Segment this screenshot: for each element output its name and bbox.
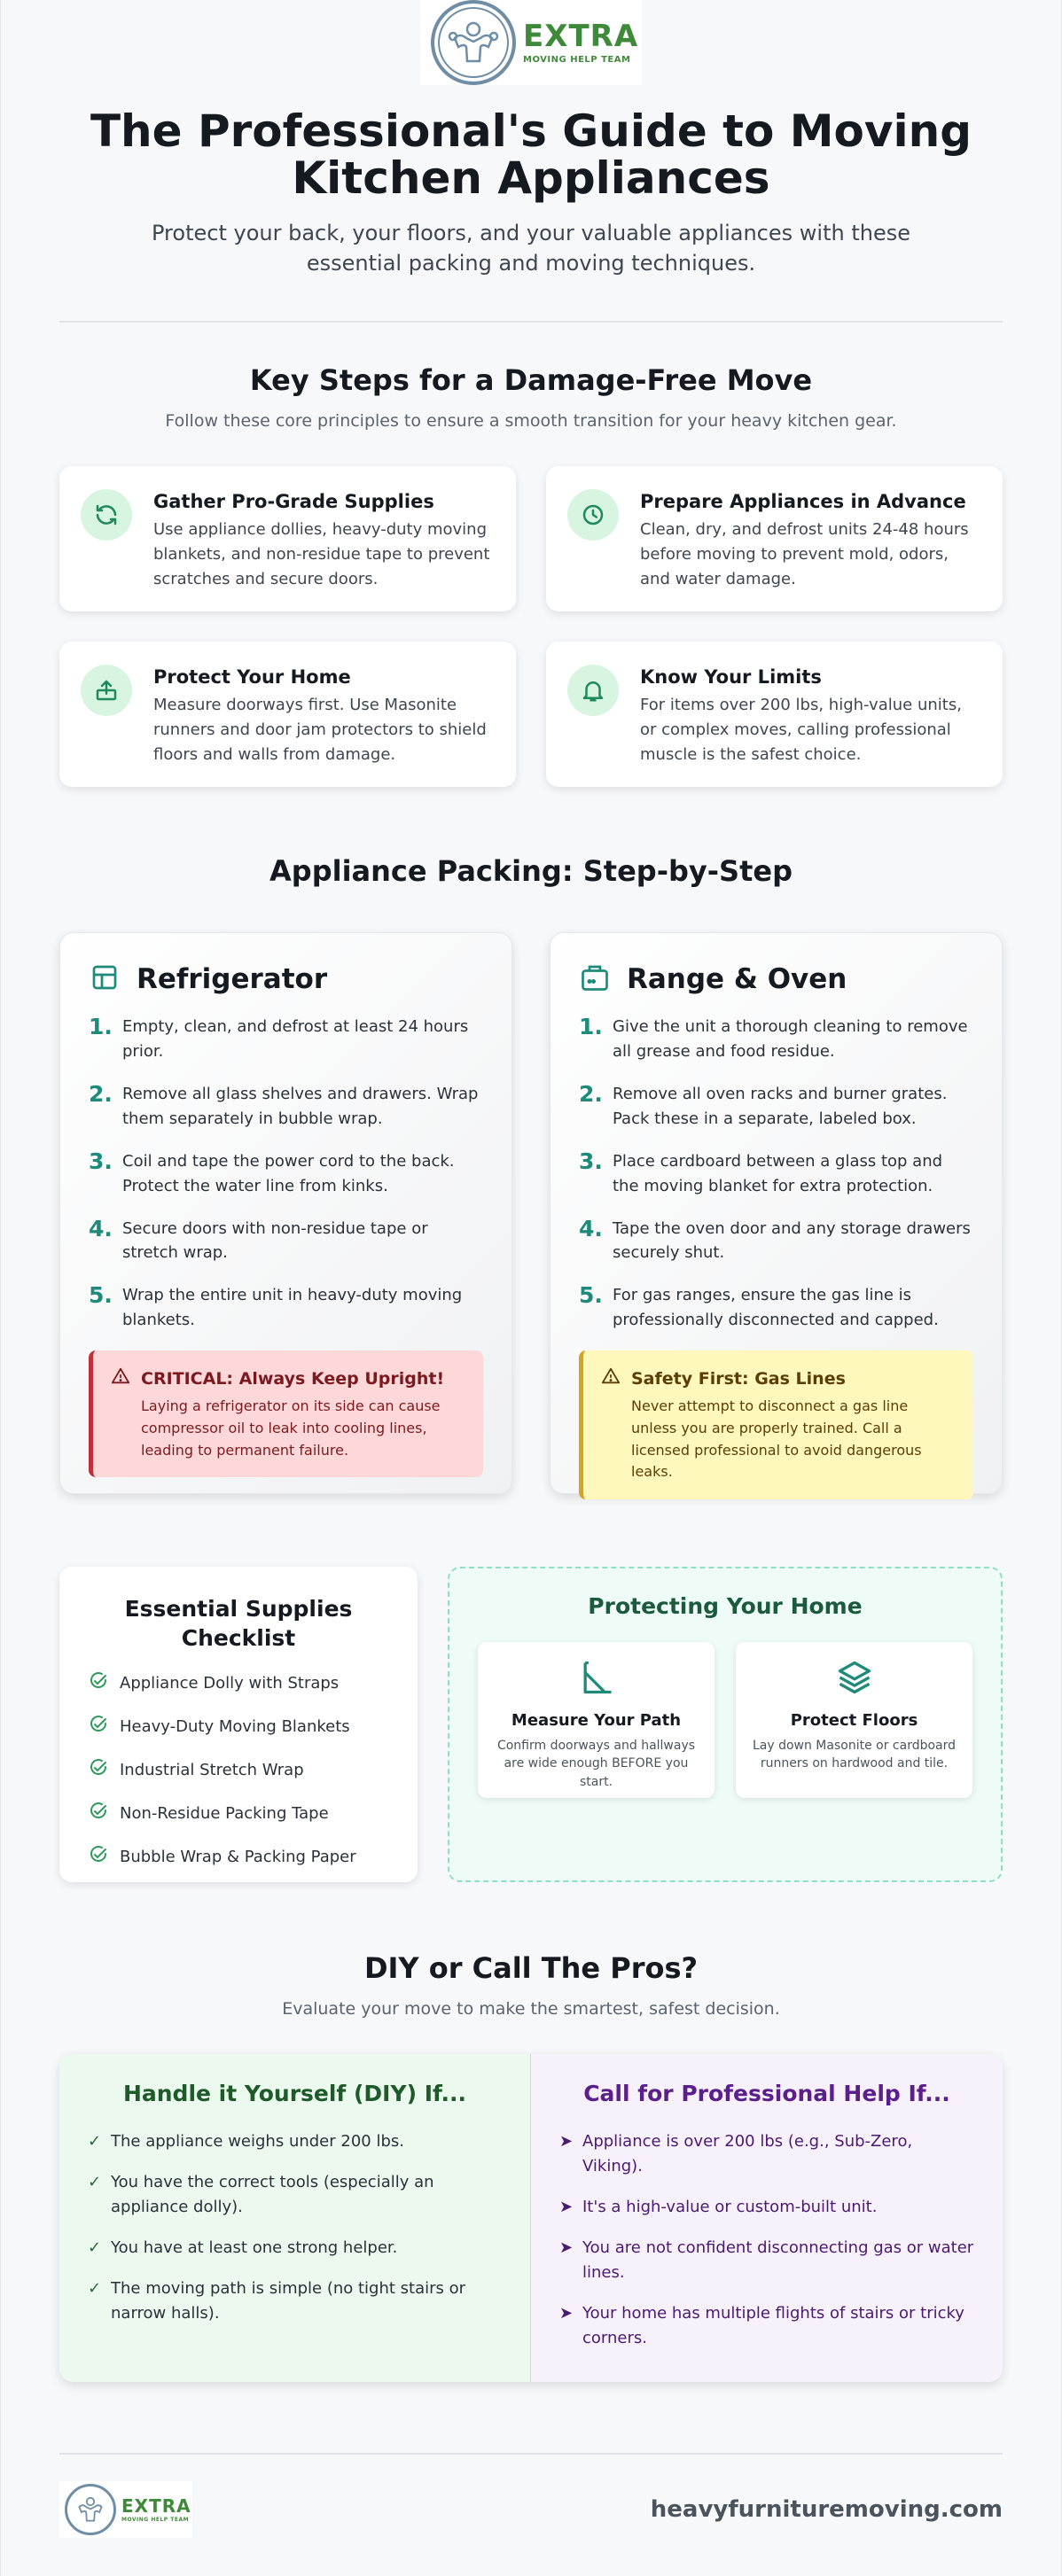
packing-grid — [59, 932, 1003, 1494]
diy-subtitle: Evaluate your move to make the smartest, safest decision. — [282, 1999, 780, 2020]
step-text: Tape the oven door and any storage drawers securely shut. — [613, 1218, 971, 1263]
strongman-emblem-icon — [431, 0, 516, 85]
alert-text: Laying a refrigerator on its side can cause compressor oil to leak into cooling lines, leading to permanent failure. — [141, 1397, 441, 1459]
list-item — [559, 2236, 974, 2285]
step-text: Remove all glass shelves and drawers. Wrap them separately in bubble wrap. — [122, 1084, 479, 1128]
range-title: Range & Oven — [627, 963, 847, 996]
list-item — [89, 1082, 483, 1132]
pro-item-text: You are not confident disconnecting gas or water lines. — [582, 2237, 974, 2282]
step-text: Place cardboard between a glass top and the moving blanket for extra protection. — [613, 1151, 943, 1195]
brand-logo — [420, 0, 642, 85]
arrow-right-icon: ➤ — [559, 2197, 574, 2216]
supply-label: Bubble Wrap & Packing Paper — [120, 1848, 356, 1867]
stove-icon — [579, 961, 611, 997]
step-number: 3. — [579, 1148, 603, 1174]
list-item — [89, 1217, 483, 1266]
supplies-checklist — [59, 1567, 418, 1882]
key-steps-subtitle: Follow these core principles to ensure a smooth transition for your heavy kitchen gear. — [165, 411, 897, 432]
alert-title: CRITICAL: Always Keep Upright! — [141, 1368, 445, 1389]
step-number: 2. — [579, 1080, 603, 1107]
page-title: The Professional's Guide to Moving Kitchen Appliances — [90, 105, 972, 204]
supplies-title: Essential Supplies Checklist — [124, 1596, 353, 1651]
logo-subtitle: MOVING HELP TEAM — [121, 2516, 190, 2523]
supply-label: Non-Residue Packing Tape — [120, 1804, 329, 1824]
list-item — [88, 2129, 502, 2154]
key-steps-grid — [59, 466, 1003, 787]
list-item — [88, 2276, 502, 2326]
warning-icon — [111, 1366, 130, 1390]
key-step-card — [59, 642, 516, 787]
protect-card-title: Measure Your Path — [511, 1711, 682, 1731]
protect-title: Protecting Your Home — [588, 1593, 863, 1620]
step-number: 1. — [579, 1014, 603, 1040]
packing-title: Appliance Packing: Step-by-Step — [269, 854, 793, 889]
list-item — [89, 1015, 483, 1064]
footer — [59, 2453, 1003, 2538]
key-step-title: Protect Your Home — [153, 666, 351, 689]
protect-card — [478, 1642, 715, 1798]
refrigerator-icon — [89, 961, 121, 997]
diy-title: DIY or Call The Pros? — [363, 1951, 699, 1986]
pro-item-text: It's a high-value or custom-built unit. — [582, 2197, 878, 2216]
protect-card-title: Protect Floors — [790, 1711, 918, 1731]
website-link[interactable]: heavyfurnituremoving.com — [650, 2496, 1003, 2524]
step-text: For gas ranges, ensure the gas line is professionally disconnected and capped. — [613, 1286, 939, 1330]
list-item — [579, 1283, 973, 1333]
key-step-text: Clean, dry, and defrost units 24-48 hours before moving to prevent mold, odors, and water damage. — [640, 520, 969, 588]
key-step-text: For items over 200 lbs, high-value units, or complex moves, calling professional muscle is the safest choice. — [640, 696, 962, 764]
list-item — [579, 1217, 973, 1266]
pro-column-title: Call for Professional Help If... — [583, 2081, 950, 2107]
check-circle-icon — [88, 1714, 109, 1739]
pro-column — [531, 2054, 1003, 2382]
key-step-text: Measure doorways first. Use Masonite runners and door jam protectors to shield floors and walls from damage. — [153, 696, 487, 764]
key-step-title: Gather Pro-Grade Supplies — [153, 491, 434, 513]
range-steps — [579, 1015, 973, 1333]
list-item — [559, 2129, 974, 2179]
logo-word: EXTRA — [121, 2494, 191, 2517]
diy-item-text: The appliance weighs under 200 lbs. — [111, 2132, 404, 2152]
key-step-card — [546, 466, 1003, 611]
supply-label: Industrial Stretch Wrap — [120, 1761, 304, 1780]
step-text: Coil and tape the power cord to the back. Protect the water line from kinks. — [122, 1151, 455, 1195]
key-step-card — [546, 642, 1003, 787]
list-item — [89, 1149, 483, 1199]
check-circle-icon — [88, 1757, 109, 1783]
check-circle-icon — [88, 1801, 109, 1826]
arrow-right-icon: ➤ — [559, 2303, 574, 2323]
critical-alert — [89, 1350, 483, 1477]
supply-label: Heavy-Duty Moving Blankets — [120, 1717, 350, 1737]
range-card — [550, 932, 1003, 1494]
arrow-right-icon: ➤ — [559, 2132, 574, 2152]
ruler-angle-icon — [577, 1684, 616, 1700]
warning-icon — [601, 1366, 621, 1390]
pro-item-text: Your home has multiple flights of stairs or tricky corners. — [582, 2303, 964, 2347]
list-item — [88, 1757, 389, 1783]
step-number: 5. — [89, 1282, 113, 1309]
upload-box-icon — [81, 665, 132, 716]
step-number: 5. — [579, 1282, 603, 1309]
page-subtitle: Protect your back, your floors, and your valuable appliances with these essential packing and moving techniques. — [152, 221, 910, 276]
list-item — [559, 2301, 974, 2351]
list-item — [89, 1283, 483, 1333]
divider — [59, 321, 1003, 323]
key-step-text: Use appliance dollies, heavy-duty moving blankets, and non-residue tape to prevent scratches and secure doors. — [153, 520, 490, 588]
step-number: 3. — [89, 1148, 113, 1174]
refresh-icon — [81, 489, 132, 541]
diy-comparison — [59, 2054, 1003, 2382]
refrigerator-steps — [89, 1015, 483, 1333]
list-item — [88, 2236, 502, 2261]
diy-item-text: You have at least one strong helper. — [111, 2237, 398, 2257]
key-step-card — [59, 466, 516, 611]
list-item — [579, 1015, 973, 1064]
checkmark-icon: ✓ — [88, 2278, 102, 2298]
pro-item-text: Appliance is over 200 lbs (e.g., Sub-Zero, Viking). — [582, 2132, 913, 2176]
logo-word: EXTRA — [523, 18, 639, 54]
footer-logo — [59, 2481, 192, 2538]
checkmark-icon: ✓ — [88, 2237, 102, 2257]
key-step-title: Know Your Limits — [640, 666, 822, 689]
logo-subtitle: MOVING HELP TEAM — [523, 54, 631, 65]
step-text: Empty, clean, and defrost at least 24 hours prior. — [122, 1017, 469, 1062]
bell-icon — [567, 665, 619, 716]
supplies-protect-row — [59, 1567, 1003, 1882]
supply-label: Appliance Dolly with Straps — [120, 1674, 340, 1693]
list-item — [579, 1149, 973, 1199]
gas-safety-alert — [579, 1350, 973, 1499]
diy-item-text: The moving path is simple (no tight stairs or narrow halls). — [111, 2278, 466, 2323]
protect-card-text: Confirm doorways and hallways are wide enough BEFORE you start. — [496, 1739, 696, 1789]
alert-text: Never attempt to disconnect a gas line unless you are properly trained. Call a licensed professional to avoid dangerous leaks. — [631, 1397, 922, 1481]
alert-title: Safety First: Gas Lines — [631, 1368, 846, 1389]
step-number: 4. — [89, 1215, 113, 1241]
list-item — [559, 2195, 974, 2220]
protect-card-text: Lay down Masonite or cardboard runners on hardwood and tile. — [752, 1739, 957, 1771]
diy-column — [59, 2054, 531, 2382]
refrigerator-card — [59, 932, 512, 1494]
diy-item-text: You have the correct tools (especially an appliance dolly). — [111, 2173, 434, 2216]
step-text: Secure doors with non-residue tape or stretch wrap. — [122, 1218, 428, 1263]
list-item — [88, 1844, 389, 1870]
key-steps-title: Key Steps for a Damage-Free Move — [249, 363, 813, 398]
diy-column-title: Handle it Yourself (DIY) If... — [122, 2081, 467, 2107]
checkmark-icon: ✓ — [88, 2132, 102, 2152]
content — [59, 0, 1003, 2538]
list-item — [88, 1714, 389, 1739]
list-item — [579, 1082, 973, 1132]
layers-icon — [835, 1684, 874, 1700]
list-item — [88, 2170, 502, 2220]
step-number: 2. — [89, 1080, 113, 1107]
strongman-emblem-icon — [65, 2484, 116, 2535]
step-number: 1. — [89, 1014, 113, 1040]
checkmark-icon: ✓ — [88, 2173, 102, 2192]
key-step-title: Prepare Appliances in Advance — [640, 491, 966, 513]
step-text: Remove all oven racks and burner grates. Pack these in a separate, labeled box. — [613, 1084, 948, 1128]
clock-icon — [567, 489, 619, 541]
check-circle-icon — [88, 1670, 109, 1696]
step-text: Give the unit a thorough cleaning to remove all grease and food residue. — [613, 1017, 968, 1062]
arrow-right-icon: ➤ — [559, 2237, 574, 2257]
list-item — [88, 1801, 389, 1826]
protect-card — [736, 1642, 972, 1798]
check-circle-icon — [88, 1844, 109, 1870]
list-item — [88, 1670, 389, 1696]
step-number: 4. — [579, 1215, 603, 1241]
step-text: Wrap the entire unit in heavy-duty moving blankets. — [122, 1286, 463, 1330]
refrigerator-title: Refrigerator — [137, 963, 328, 996]
protect-home-panel — [448, 1567, 1003, 1882]
